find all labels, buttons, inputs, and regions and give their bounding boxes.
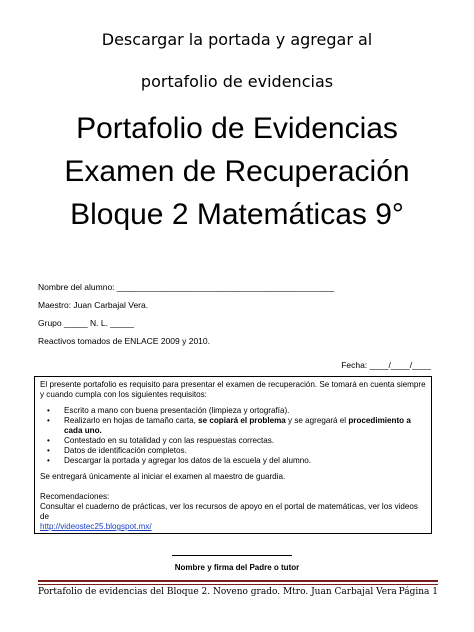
- title-line-2: Examen de Recuperación: [64, 155, 410, 188]
- list-item: • Contestado en su totalidad y con las respuestas correctas.: [47, 436, 275, 445]
- title-line-1: Portafolio de Evidencias: [76, 112, 398, 145]
- header-line-1: Descargar la portada y agregar al: [101, 30, 373, 49]
- list-item: • Descargar la portada y agregar los datos de la escuela y del alumno.: [47, 456, 312, 465]
- requirements-list: [40, 406, 426, 466]
- bullet-icon: •: [47, 456, 50, 465]
- list-item: • Datos de identificación completos.: [47, 446, 187, 455]
- bullet-icon: •: [47, 406, 50, 415]
- requirements-box: [34, 376, 432, 534]
- footer-title: Portafolio de evidencias del Bloque 2. Noveno grado. Mtro. Juan Carbajal Vera: [38, 587, 397, 597]
- bullet-icon: •: [47, 446, 50, 455]
- header-line-2: portafolio de evidencias: [140, 72, 334, 91]
- bullet-icon: •: [47, 436, 50, 445]
- date-field: Fecha: ____/____/____: [341, 360, 431, 370]
- list-item: • Realizarlo en hojas de tamaño carta, se copiará el problema y se agregará el procedimiento a cada uno.: [47, 416, 411, 435]
- page-number: Página 1: [398, 587, 438, 597]
- group-field: Grupo _____ N. L. _____: [38, 318, 134, 328]
- footer-rule-thick: [38, 580, 438, 582]
- video-link[interactable]: http://videostec25.blogspot.mx/: [40, 522, 152, 531]
- page-footer: [38, 587, 438, 597]
- requirements-intro: El presente portafolio es requisito para presentar el examen de recuperación. Se tomará en cuenta siempre y cuando cumpla con los siguientes requisitos:: [40, 380, 426, 399]
- delivery-note: Se entregará únicamente al iniciar el examen al maestro de guardia.: [40, 472, 286, 481]
- title-line-3: Bloque 2 Matemáticas 9°: [70, 198, 404, 231]
- recommendations-text: Consultar el cuaderno de prácticas, ver los recursos de apoyo en el portal de matemáticas, ver los videos de: [40, 502, 418, 521]
- signature-label: Nombre y firma del Padre o tutor: [174, 563, 300, 572]
- recommendations-title: Recomendaciones:: [40, 492, 110, 501]
- bullet-icon: •: [47, 416, 50, 425]
- reactivos-note: Reactivos tomados de ENLACE 2009 y 2010.: [38, 336, 210, 346]
- list-item: • Escrito a mano con buena presentación (limpieza y ortografía).: [47, 406, 290, 415]
- signature-line: [172, 555, 292, 556]
- student-name-field: Nombre del alumno: ______________________________________________: [38, 282, 335, 292]
- teacher-field: Maestro: Juan Carbajal Vera.: [38, 300, 149, 310]
- footer-rule-thin: [38, 584, 438, 585]
